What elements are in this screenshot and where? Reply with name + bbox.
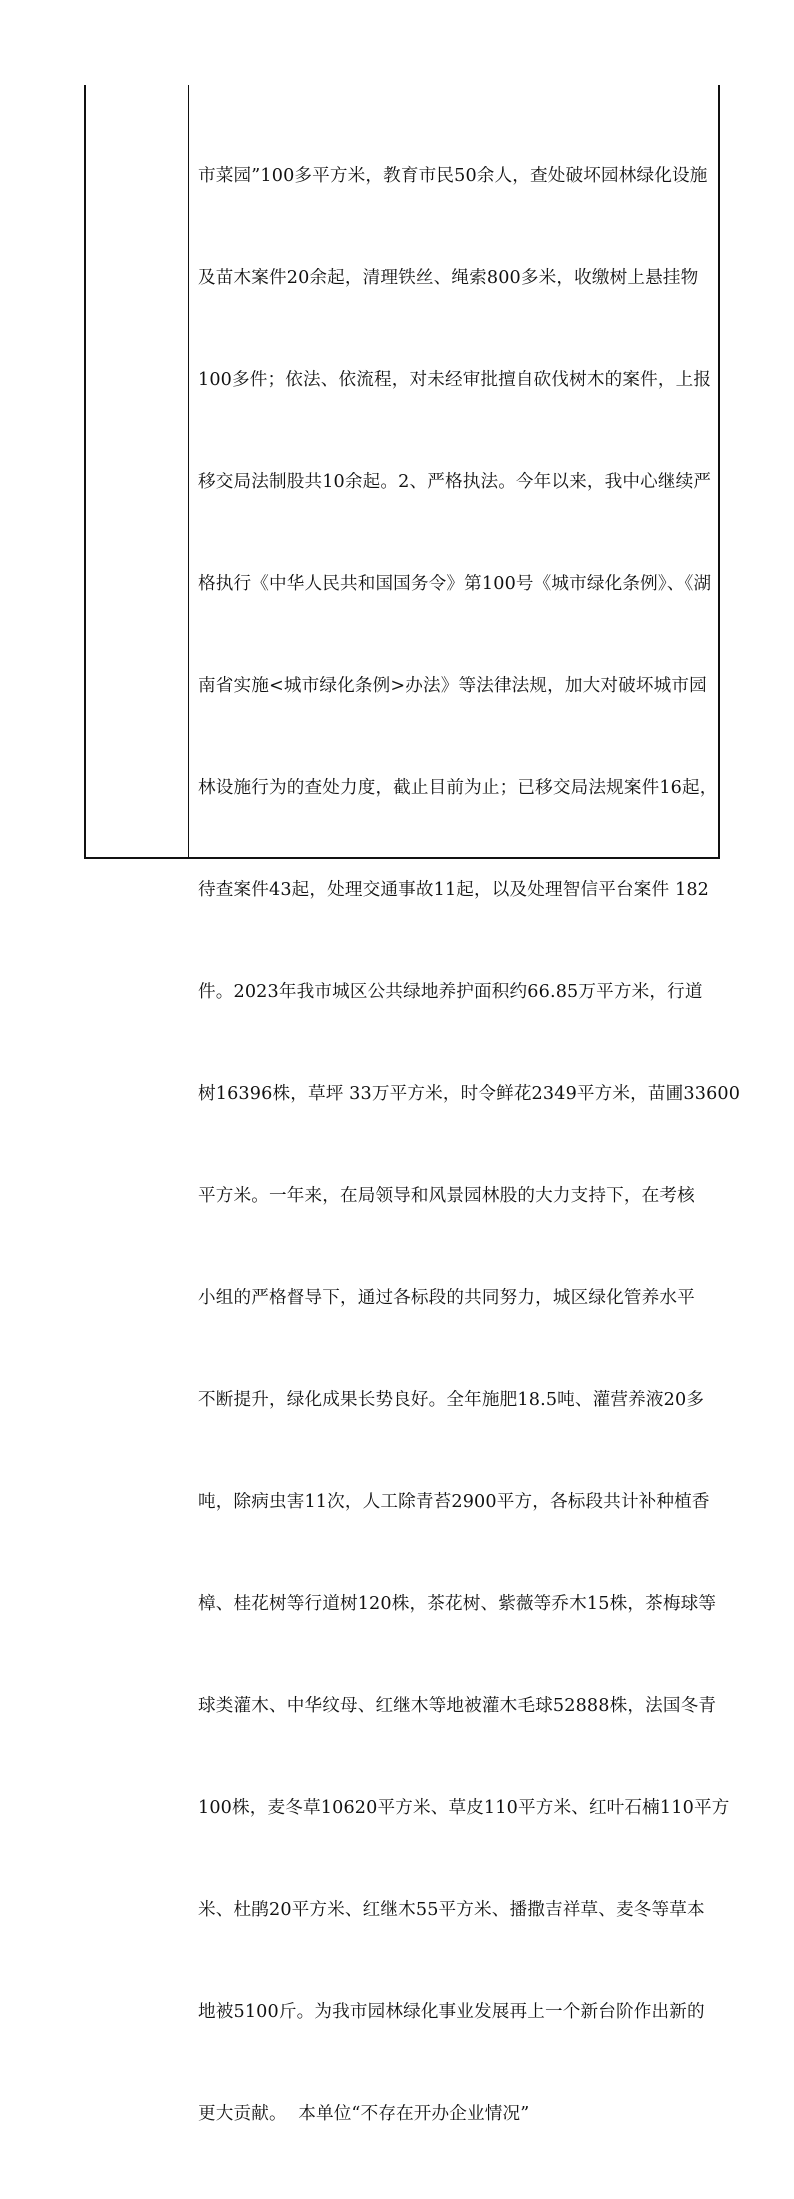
text-line: 地被5100斤。为我市园林绿化事业发展再上一个新台阶作出新的 — [198, 2002, 705, 2022]
text-line: 更大贡献。 本单位“不存在开办企业情况” — [198, 2104, 530, 2124]
text-line: 球类灌木、中华纹母、红继木等地被灌木毛球52888株，法国冬青 — [198, 1696, 717, 1716]
text-line: 格执行《中华人民共和国国务令》第100号《城市绿化条例》、《湖 — [198, 574, 712, 594]
text-line: 吨，除病虫害11次，人工除青苔2900平方，各标段共计补种植香 — [198, 1492, 710, 1512]
text-line: 件。2023年我市城区公共绿地养护面积约66.85万平方米，行道 — [198, 982, 703, 1002]
text-line: 待查案件43起，处理交通事故11起，以及处理智信平台案件 182 — [198, 880, 710, 900]
work-summary-text — [198, 91, 741, 2199]
text-line: 及苗木案件20余起，清理铁丝、绳索800多米，收缴树上悬挂物 — [198, 268, 699, 288]
text-line: 米、杜鹃20平方米、红继木55平方米、播撒吉祥草、麦冬等草本 — [198, 1900, 705, 1920]
text-line: 市菜园”100多平方米，教育市民50余人，查处破坏园林绿化设施 — [198, 166, 708, 186]
text-line: 平方米。一年来，在局领导和风景园林股的大力支持下，在考核 — [198, 1186, 695, 1206]
report-table — [84, 85, 741, 2124]
label-cell — [86, 85, 189, 857]
text-line: 林设施行为的查处力度，截止目前为止；已移交局法规案件16起， — [198, 778, 718, 798]
text-line: 100株，麦冬草10620平方米、草皮110平方米、红叶石楠110平方 — [198, 1798, 730, 1818]
text-line: 樟、桂花树等行道树120株，茶花树、紫薇等乔木15株，茶梅球等 — [198, 1594, 717, 1614]
text-line: 树16396株，草坪 33万平方米，时令鲜花2349平方米，苗圃33600 — [198, 1084, 741, 1104]
content-cell — [189, 85, 741, 2124]
text-line: 小组的严格督导下，通过各标段的共同努力，城区绿化管养水平 — [198, 1288, 695, 1308]
text-line: 移交局法制股共10余起。2、严格执法。今年以来，我中心继续严 — [198, 472, 712, 492]
text-line: 100多件；依法、依流程，对未经审批擅自砍伐树木的案件，上报 — [198, 370, 712, 390]
text-line: 不断提升，绿化成果长势良好。全年施肥18.5吨、灌营养液20多 — [198, 1390, 705, 1410]
text-line: 南省实施<城市绿化条例>办法》等法律法规，加大对破坏城市园 — [198, 676, 707, 696]
